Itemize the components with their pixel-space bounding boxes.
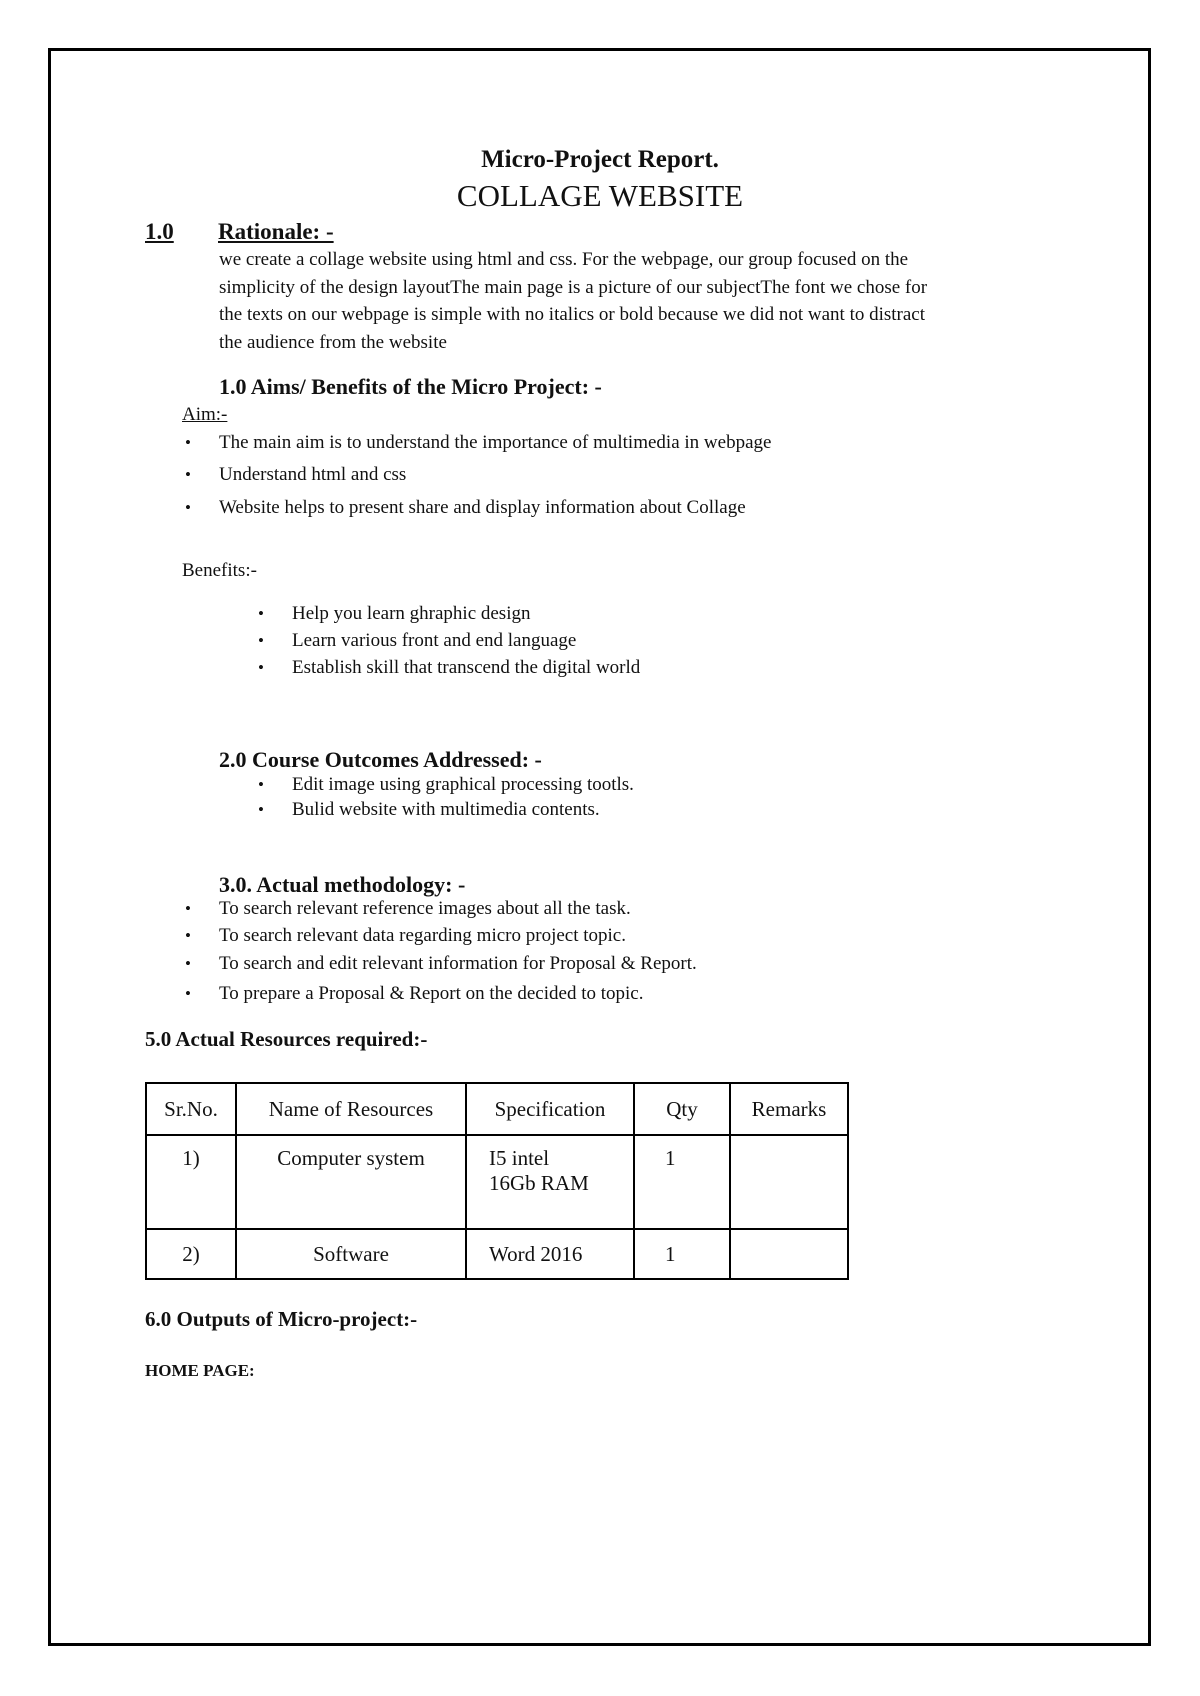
aims-heading: 1.0 Aims/ Benefits of the Micro Project: - — [219, 374, 602, 399]
table-cell — [730, 1229, 848, 1279]
table-cell: 2) — [146, 1229, 236, 1279]
outcome-item: • Bulid website with multimedia contents. — [292, 799, 600, 821]
rationale-line: the texts on our webpage is simple with no italics or bold because we did not want to distract — [219, 304, 926, 325]
resources-heading: 5.0 Actual Resources required:- — [145, 1027, 428, 1051]
rationale-paragraph — [219, 246, 1069, 356]
column-header: Qty — [634, 1083, 730, 1135]
benefit-item: • Establish skill that transcend the digital world — [292, 657, 640, 679]
table-row — [146, 1135, 848, 1229]
column-header: Sr.No. — [146, 1083, 236, 1135]
column-header: Remarks — [730, 1083, 848, 1135]
home-page-label: HOME PAGE: — [145, 1361, 255, 1380]
report-subtitle: COLLAGE WEBSITE — [456, 178, 744, 213]
outputs-heading: 6.0 Outputs of Micro-project:- — [145, 1307, 418, 1331]
table-cell: Software — [236, 1229, 466, 1279]
table-header-row — [146, 1083, 848, 1135]
rationale-heading: Rationale: - — [218, 219, 334, 244]
rationale-line: we create a collage website using html and css. For the webpage, our group focused on the — [219, 249, 909, 270]
rationale-number: 1.0 — [145, 219, 174, 244]
column-header: Name of Resources — [236, 1083, 466, 1135]
table-cell: 1 — [634, 1135, 730, 1229]
report-title: Micro-Project Report. — [481, 146, 719, 173]
methodology-item: • To prepare a Proposal & Report on the decided to topic. — [219, 983, 643, 1005]
methodology-item: • To search relevant data regarding micro project topic. — [219, 925, 626, 947]
methodology-item: • To search relevant reference images about all the task. — [219, 898, 631, 920]
table-cell: Computer system — [236, 1135, 466, 1229]
aim-item: • Website helps to present share and display information about Collage — [219, 497, 746, 519]
table-cell: 1 — [634, 1229, 730, 1279]
methodology-heading: 3.0. Actual methodology: - — [219, 872, 466, 897]
outcomes-heading: 2.0 Course Outcomes Addressed: - — [219, 747, 542, 772]
table-cell: 1) — [146, 1135, 236, 1229]
benefits-label: Benefits:- — [182, 560, 257, 581]
resources-table — [145, 1082, 849, 1280]
table-cell — [466, 1135, 634, 1229]
rationale-line: simplicity of the design layoutThe main page is a picture of our subjectThe font we chose for — [219, 276, 928, 298]
outcome-item: • Edit image using graphical processing tootls. — [292, 774, 634, 796]
rationale-line: the audience from the website — [219, 331, 447, 353]
aim-item: • The main aim is to understand the importance of multimedia in webpage — [219, 432, 771, 454]
benefit-item: • Learn various front and end language — [292, 630, 576, 652]
table-cell — [730, 1135, 848, 1229]
benefit-item: • Help you learn ghraphic design — [292, 603, 530, 625]
spec-line: I5 intel — [489, 1146, 550, 1170]
aim-item: • Understand html and css — [219, 464, 406, 486]
aim-label: Aim:- — [182, 404, 228, 425]
methodology-item: • To search and edit relevant information for Proposal & Report. — [219, 953, 697, 975]
column-header: Specification — [466, 1083, 634, 1135]
table-row — [146, 1229, 848, 1279]
table-cell: Word 2016 — [466, 1229, 634, 1279]
spec-line: 16Gb RAM — [489, 1171, 589, 1195]
